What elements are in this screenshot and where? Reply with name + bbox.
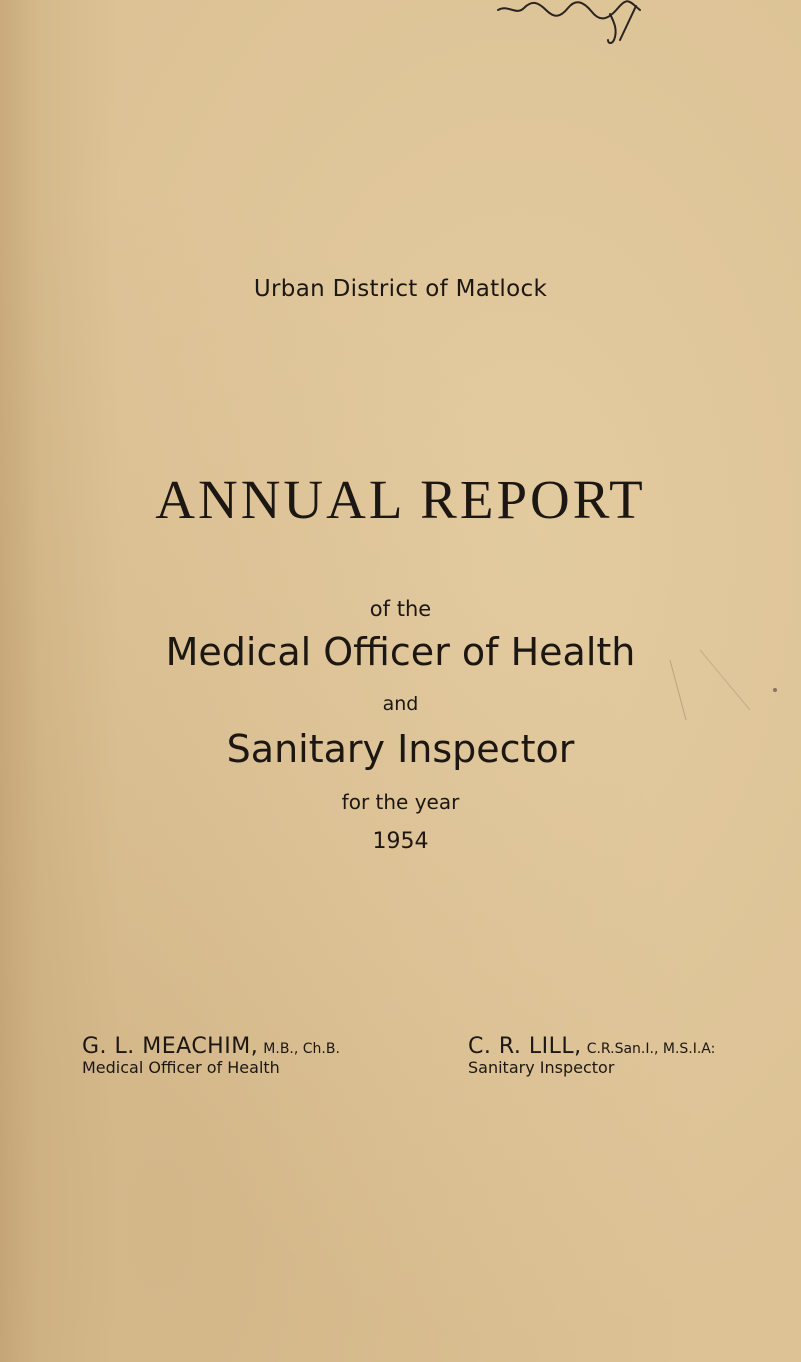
sanitary-inspector-heading: Sanitary Inspector (226, 727, 575, 771)
report-year: 1954 (372, 829, 429, 854)
signatory-right-qualifications: C.R.San.I., M.S.I.A: (586, 1041, 716, 1057)
medical-officer-heading: Medical Officer of Health (165, 630, 636, 674)
handwritten-annotation (490, 0, 650, 50)
signatory-right-name: C. R. LILL, (468, 1034, 582, 1059)
stray-pencil-mark (660, 640, 790, 760)
for-the-year-text: for the year (341, 790, 460, 814)
signatory-left-qualifications: M.B., Ch.B. (263, 1041, 340, 1057)
signatory-left-name: G. L. MEACHIM, (82, 1034, 259, 1059)
signatory-left-role: Medical Officer of Health (82, 1058, 280, 1077)
and-text: and (382, 693, 419, 715)
district-heading: Urban District of Matlock (253, 276, 548, 302)
signatory-left-name-line (82, 1034, 340, 1059)
of-the-text: of the (369, 597, 432, 621)
signatory-right-role: Sanitary Inspector (468, 1058, 615, 1077)
signatory-right-name-line (468, 1034, 715, 1059)
report-title: ANNUAL REPORT (155, 469, 646, 530)
